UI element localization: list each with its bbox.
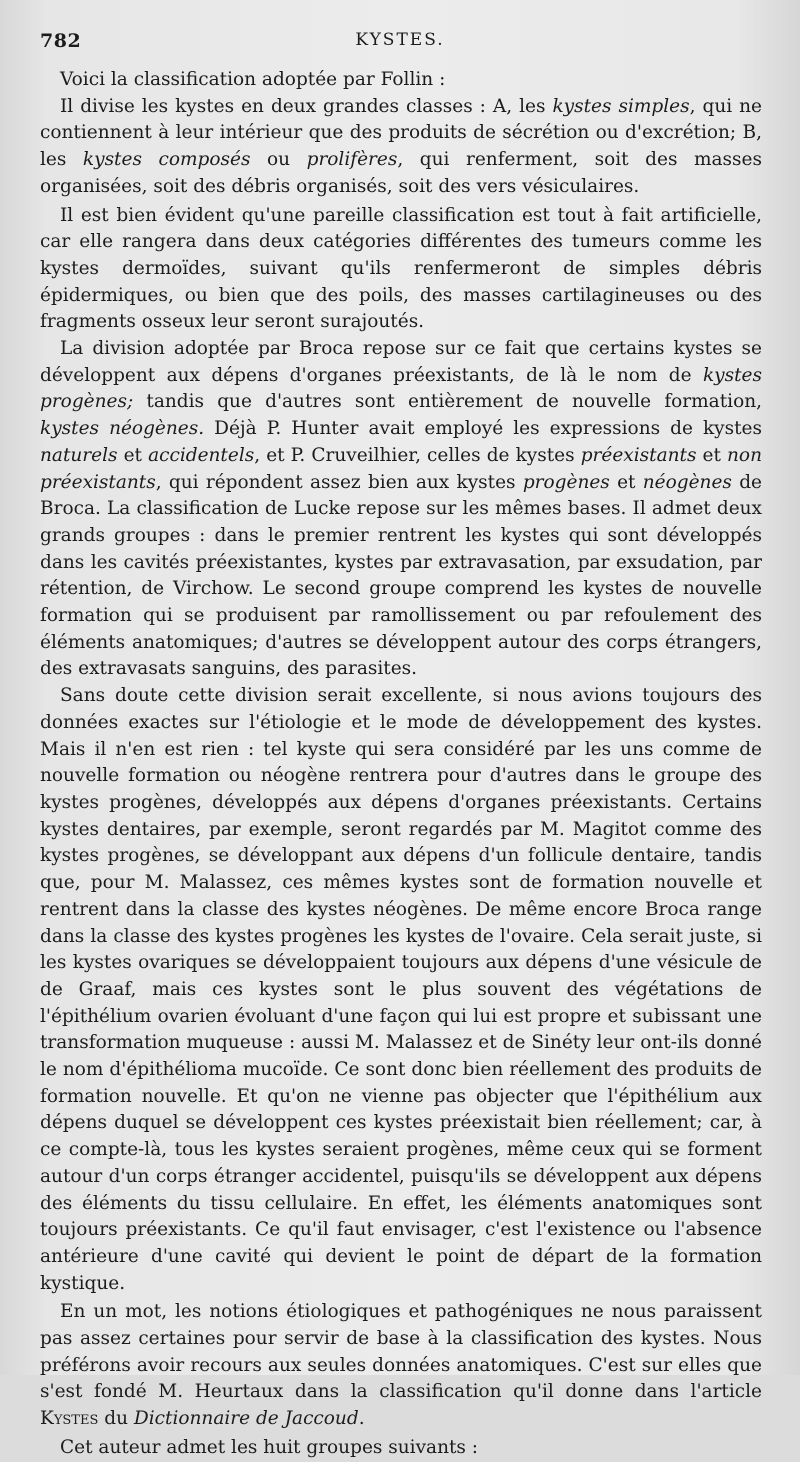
text-run: et — [696, 444, 728, 466]
text-run: En un mot, les notions étiologiques et pathogéniques ne nous paraissent pas assez certaines pour servir de base à la classification des kystes. Nous préférons avoir recours aux seules données anatomiques. C'est sur elles que s'est fondé M. Heurtaux dans la classification qu'il donne dans l'article — [40, 1301, 762, 1403]
text-run: Cet auteur admet les huit groupes suivants : — [60, 1436, 479, 1458]
italic-term: progènes — [522, 471, 610, 493]
page-title: KYSTES. — [355, 30, 445, 50]
italic-term: préexistants — [580, 444, 697, 466]
text-run: La division adoptée par Broca repose sur ce fait que certains kystes se développent aux dépens d'organes préexistants, de là le nom de — [40, 338, 762, 386]
small-caps-term: Kystes — [40, 1408, 99, 1430]
text-run: Il est bien évident qu'une pareille classification est tout à fait artificielle, car elle rangera dans deux catégories différentes des tumeurs comme les kystes dermoïdes, suivant qu'ils renfermeront de simples débris épidermiques, ou bien que des poils, des masses cartilagineuses ou des fragments osseux leur seront surajoutés. — [40, 204, 762, 333]
italic-term: kystes composés — [82, 149, 251, 171]
text-run: , et P. Cruveilhier, celles de kystes — [254, 444, 581, 466]
italic-term: prolifères — [306, 149, 398, 171]
text-run: Sans doute cette division serait excellente, si nous avions toujours des données exactes sur l'étiologie et le mode de développement des kystes. Mais il n'en est rien : tel kyste qui sera considéré par les uns comme de nouvelle formation ou néogène rentrera pour d'autres dans le groupe des kystes progènes, développés aux dépens d'organes préexistants. Certains kystes dentaires, par exemple, seront regardés par M. Magitot comme des kystes progènes, se développant aux dépens d'un follicule dentaire, tandis que, pour M. Malassez, ces mêmes kystes sont de formation nouvelle et rentrent dans la classe des kystes néogènes. De même encore Broca range dans la classe des kystes progènes les kystes de l'ovaire. Cela serait juste, si les kystes ovariques se développaient toujours aux dépens d'une vésicule de de Graaf, mais ces kystes sont le plus souvent des végétations de l'épithélium ovarien évoluant d'une façon qui lui est propre et subissant une transformation muqueuse : aussi M. Malassez et de Sinéty leur ont-ils donné le nom d'épithélioma mucoïde. Ce sont donc bien réellement des produits de formation nouvelle. Et qu'on ne vienne pas objecter que l'épithélium aux dépens duquel se développent ces kystes préexistait bien réellement; car, à ce compte-là, tous les kystes seraient progènes, même ceux qui se forment autour d'un corps étranger accidentel, puisqu'ils se développent aux dépens des éléments du tissu cellulaire. En effet, les éléments anatomiques sont toujours préexistants. Ce qu'il faut envisager, c'est l'existence ou l'absence antérieure d'une cavité qui devient le point de départ de la formation kystique. — [40, 685, 762, 1294]
text-run: ou — [250, 149, 307, 171]
text-run: et — [609, 471, 643, 493]
italic-term: kystes néogènes. — [40, 418, 205, 440]
paragraph-follin-classes — [40, 94, 762, 201]
paragraph-eight-groups — [40, 1435, 762, 1462]
text-run: tandis que d'autres sont entièrement de nouvelle formation, — [133, 391, 762, 413]
paragraph-anatomical-basis — [40, 1299, 762, 1433]
text-run: , qui renferment, soit des masses organisées, soit des débris organisés, soit des vers vésiculaires. — [40, 149, 762, 197]
body-text — [40, 67, 762, 1462]
paragraph-etiology-critique — [40, 683, 762, 1297]
italic-term: accidentels — [148, 444, 255, 466]
text-run: Voici la classification adoptée par Follin : — [60, 69, 446, 90]
text-run: Il divise les kystes en deux grandes classes : A, les — [60, 95, 553, 117]
italic-term: kystes progènes; — [40, 364, 762, 413]
text-run: , qui ne contiennent à leur intérieur que des produits de sécrétion ou d'excrétion; B, les — [40, 95, 763, 171]
text-run: de Broca. La classification de Lucke repose sur les mêmes bases. Il admet deux grands groupes : dans le premier rentrent les kystes qui sont développés dans les cavités préexistantes, kystes par extravasation, par exsudation, par rétention, de Virchow. Le second groupe comprend les kystes de nouvelle formation qui se produisent par ramollissement ou par refoulement des éléments anatomiques; d'autres se développent autour des corps étrangers, des extravasats sanguins, des parasites. — [40, 471, 762, 680]
text-run: et — [117, 444, 149, 466]
italic-term: naturels — [40, 444, 118, 466]
running-head — [40, 30, 760, 60]
italic-term: Dictionnaire de Jaccoud — [133, 1408, 359, 1430]
text-run: , qui répondent assez bien aux kystes — [155, 471, 523, 493]
text-run: . — [358, 1408, 365, 1430]
page-number: 782 — [40, 30, 82, 52]
paragraph-broca-division — [40, 336, 762, 683]
text-run: Déjà P. Hunter avait employé les expressions de kystes — [204, 418, 762, 440]
paragraph-intro — [40, 67, 762, 94]
italic-term: néogènes — [642, 471, 732, 493]
paragraph-artificial-classification — [40, 203, 762, 337]
text-run: du — [98, 1408, 134, 1430]
italic-term: non préexistants — [40, 444, 762, 493]
italic-term: kystes simples — [552, 95, 690, 117]
